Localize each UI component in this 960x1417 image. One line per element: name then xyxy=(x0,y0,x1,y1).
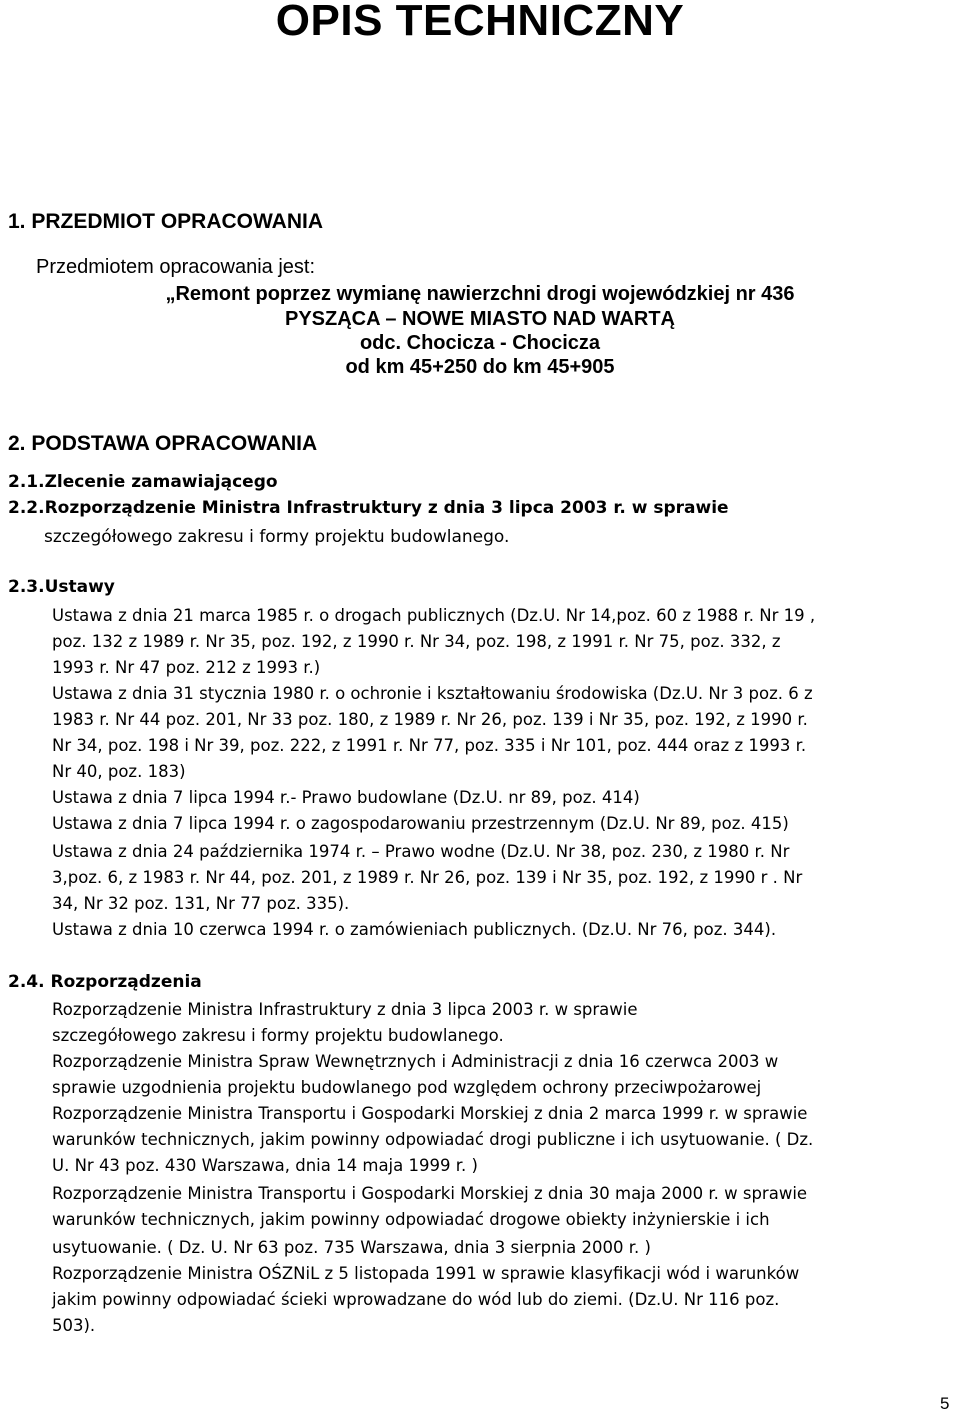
section-2-1: 2.1.Zlecenie zamawiającego xyxy=(8,472,278,492)
ustawa-line: 34, Nr 32 poz. 131, Nr 77 poz. 335). xyxy=(52,894,350,913)
ustawa-line: Ustawa z dnia 24 października 1974 r. – Prawo wodne (Dz.U. Nr 38, poz. 230, z 1980 r. Nr xyxy=(52,842,790,861)
page-number: 5 xyxy=(940,1394,950,1413)
section-1-intro: Przedmiotem opracowania jest: xyxy=(36,256,316,278)
ustawa-line: Ustawa z dnia 10 czerwca 1994 r. o zamówieniach publicznych. (Dz.U. Nr 76, poz. 344). xyxy=(52,920,777,939)
ustawa-line: Nr 34, poz. 198 i Nr 39, poz. 222, z 1991 r. Nr 77, poz. 335 i Nr 101, poz. 444 oraz z 1993 r. xyxy=(52,736,807,755)
rozporzadzenie-line: Rozporządzenie Ministra Infrastruktury z dnia 3 lipca 2003 r. w sprawie xyxy=(52,1000,638,1019)
rozporzadzenie-line: jakim powinny odpowiadać ścieki wprowadzane do wód lub do ziemi. (Dz.U. Nr 116 poz. xyxy=(52,1290,780,1309)
ustawa-line: 3,poz. 6, z 1983 r. Nr 44, poz. 201, z 1989 r. Nr 26, poz. 139 i Nr 35, poz. 192, z 1990 r . Nr xyxy=(52,868,803,887)
rozporzadzenie-line: szczegółowego zakresu i formy projektu budowlanego. xyxy=(52,1026,504,1045)
section-2-heading: 2. PODSTAWA OPRACOWANIA xyxy=(8,432,318,455)
rozporzadzenie-line: warunków technicznych, jakim powinny odpowiadać drogi publiczne i ich usytuowanie. ( Dz. xyxy=(52,1130,814,1149)
subject-line-1: „Remont poprzez wymianę nawierzchni drogi wojewódzkiej nr 436 xyxy=(165,283,795,305)
ustawa-line: Ustawa z dnia 21 marca 1985 r. o drogach publicznych (Dz.U. Nr 14,poz. 60 z 1988 r. Nr 19 , xyxy=(52,606,816,625)
rozporzadzenie-line: usytuowanie. ( Dz. U. Nr 63 poz. 735 Warszawa, dnia 3 sierpnia 2000 r. ) xyxy=(52,1238,651,1257)
section-2-4-heading: 2.4. Rozporządzenia xyxy=(8,972,202,992)
rozporzadzenie-line: Rozporządzenie Ministra OŚZNiL z 5 listopada 1991 w sprawie klasyfikacji wód i warunków xyxy=(52,1264,800,1283)
ustawa-line: 1983 r. Nr 44 poz. 201, Nr 33 poz. 180, z 1989 r. Nr 26, poz. 139 i Nr 35, poz. 192, z 1990 r. xyxy=(52,710,808,729)
ustawa-line: Nr 40, poz. 183) xyxy=(52,762,186,781)
section-2-3-heading: 2.3.Ustawy xyxy=(8,577,115,597)
subject-line-3: odc. Chocicza - Chocicza xyxy=(359,332,601,354)
page-title: OPIS TECHNICZNY xyxy=(275,0,685,45)
rozporzadzenie-line: warunków technicznych, jakim powinny odpowiadać drogowe obiekty inżynierskie i ich xyxy=(52,1210,770,1229)
ustawa-line: 1993 r. Nr 47 poz. 212 z 1993 r.) xyxy=(52,658,321,677)
rozporzadzenie-line: Rozporządzenie Ministra Spraw Wewnętrznych i Administracji z dnia 16 czerwca 2003 w xyxy=(52,1052,779,1071)
ustawa-line: Ustawa z dnia 31 stycznia 1980 r. o ochronie i kształtowaniu środowiska (Dz.U. Nr 3 poz. 6 z xyxy=(52,684,813,703)
rozporzadzenie-line: sprawie uzgodnienia projektu budowlanego pod względem ochrony przeciwpożarowej xyxy=(52,1078,762,1097)
section-2-2-continuation: szczegółowego zakresu i formy projektu budowlanego. xyxy=(44,527,510,547)
rozporzadzenie-line: 503). xyxy=(52,1316,96,1335)
rozporzadzenie-line: Rozporządzenie Ministra Transportu i Gospodarki Morskiej z dnia 2 marca 1999 r. w sprawie xyxy=(52,1104,808,1123)
ustawa-line: poz. 132 z 1989 r. Nr 35, poz. 192, z 1990 r. Nr 34, poz. 198, z 1991 r. Nr 75, poz. 332, z xyxy=(52,632,781,651)
subject-line-4: od km 45+250 do km 45+905 xyxy=(345,356,615,378)
section-1-heading: 1. PRZEDMIOT OPRACOWANIA xyxy=(8,210,324,233)
rozporzadzenie-line: Rozporządzenie Ministra Transportu i Gospodarki Morskiej z dnia 30 maja 2000 r. w sprawie xyxy=(52,1184,808,1203)
rozporzadzenie-line: U. Nr 43 poz. 430 Warszawa, dnia 14 maja 1999 r. ) xyxy=(52,1156,478,1175)
section-2-2: 2.2.Rozporządzenie Ministra Infrastruktury z dnia 3 lipca 2003 r. w sprawie xyxy=(8,498,729,518)
ustawa-line: Ustawa z dnia 7 lipca 1994 r. o zagospodarowaniu przestrzennym (Dz.U. Nr 89, poz. 415) xyxy=(52,814,789,833)
ustawa-line: Ustawa z dnia 7 lipca 1994 r.- Prawo budowlane (Dz.U. nr 89, poz. 414) xyxy=(52,788,640,807)
subject-line-2: PYSZĄCA – NOWE MIASTO NAD WARTĄ xyxy=(284,308,675,330)
